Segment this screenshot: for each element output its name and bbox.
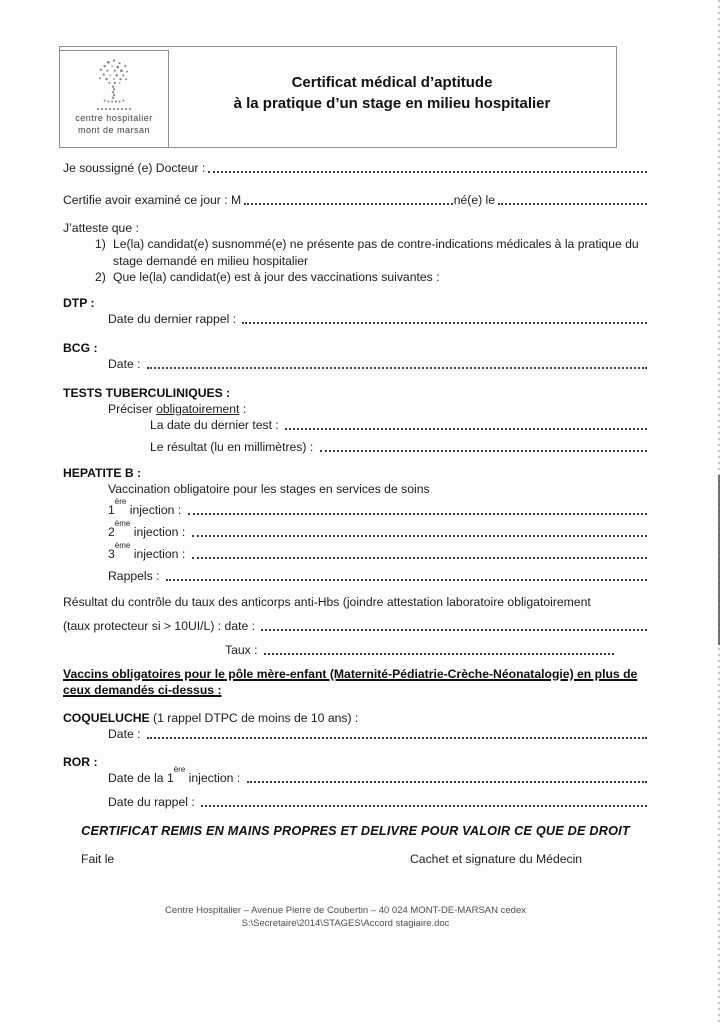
dotted-fill	[208, 171, 647, 173]
injection3-label: 3ème injection :	[108, 541, 189, 561]
delivery-statement: CERTIFICAT REMIS EN MAINS PROPRES ET DELIVRE POUR VALOIR CE QUE DE DROIT	[81, 823, 630, 838]
ror-rappel-label: Date du rappel :	[108, 794, 199, 809]
coqueluche-note: (1 rappel DTPC de moins de 10 ans) :	[149, 710, 359, 725]
antihbs-taux-line	[225, 642, 615, 658]
ordinal-sup: ème	[114, 541, 131, 551]
injection2-line	[108, 519, 648, 540]
tuberculin-section-title: TESTS TUBERCULINIQUES :	[63, 385, 231, 400]
examined-line	[63, 192, 648, 208]
title-line2: à la pratique d’un stage en milieu hospitalier	[233, 95, 551, 112]
rappels-line	[108, 568, 648, 584]
dotted-fill	[201, 805, 647, 807]
doctor-line	[63, 160, 648, 176]
hepatitis-section-title: HEPATITE B :	[63, 465, 142, 480]
scan-artifact-right-edge-dark	[718, 475, 720, 645]
logo-caption-line1: centre hospitalier	[75, 113, 153, 123]
coqueluche-title: COQUELUCHE	[63, 710, 150, 725]
dotted-fill	[247, 781, 647, 783]
dtp-section-title: DTP :	[63, 295, 95, 310]
footer-address: Centre Hospitalier – Avenue Pierre de Coubertin – 40 024 MONT-DE-MARSAN cedex	[165, 904, 526, 916]
bcg-date-label: Date :	[108, 356, 144, 371]
hospital-logo-box	[59, 50, 169, 148]
dotted-fill	[264, 653, 614, 655]
dotted-fill	[166, 579, 647, 581]
doctor-label: Je soussigné (e) Docteur :	[63, 161, 206, 175]
item2-number: 2)	[95, 270, 106, 284]
tuberculin-date-label: La date du dernier test :	[150, 417, 283, 432]
ror-injection-label: Date de la 1ère injection :	[108, 765, 244, 785]
dotted-fill	[192, 557, 647, 559]
precise-underlined: obligatoirement	[156, 401, 240, 416]
logo-microtext-artifact	[97, 108, 131, 110]
injection2-label: 2ème injection :	[108, 519, 189, 539]
item1-number: 1)	[95, 237, 106, 251]
coqueluche-section-title	[63, 710, 648, 726]
logo-caption-line2: mont de marsan	[77, 124, 151, 135]
antihbs-intro-line: Résultat du contrôle du taux des anticorps anti-Hbs (joindre attestation laboratoire obligatoirement	[63, 594, 591, 609]
header-box	[59, 46, 617, 148]
dotted-fill	[242, 322, 647, 324]
examined-label: Certifie avoir examiné ce jour : M	[63, 193, 242, 207]
ordinal-sup: ème	[114, 519, 131, 529]
item1-text: Le(la) candidat(e) susnommé(e) ne présente pas de contre-indications médicales à la pratique du stage demandé en milieu hospitalier	[113, 237, 639, 268]
injection3-line	[108, 541, 648, 562]
precise-prefix: Préciser	[108, 401, 157, 416]
injection1-label: 1ère injection :	[108, 497, 185, 517]
hepatitis-subtitle: Vaccination obligatoire pour les stages en services de soins	[108, 481, 430, 496]
document-content	[0, 46, 724, 930]
page-footer	[53, 904, 638, 930]
pole-heading-line2: ceux demandés ci-dessus :	[63, 683, 222, 697]
tuberculin-date-line	[150, 417, 648, 433]
title-line1: Certificat médical d’aptitude	[291, 74, 493, 91]
attestation-item-2	[63, 269, 648, 286]
item2-text: Que le(la) candidat(e) est à jour des vaccinations suivantes :	[113, 270, 440, 284]
ror-section-title: ROR :	[63, 754, 98, 769]
taux-label: Taux :	[225, 642, 261, 657]
dotted-fill	[147, 737, 647, 739]
ordinal-sup: ère	[114, 497, 127, 507]
document-title	[168, 72, 616, 114]
dotted-fill	[188, 513, 647, 515]
footer-file-path: S:\Secretaire\2014\STAGES\Accord stagiaire.doc	[241, 917, 450, 929]
born-label: né(e) le	[453, 193, 496, 207]
ror-rappel-line	[108, 794, 648, 810]
coqueluche-date-line	[108, 726, 648, 742]
injection1-line	[108, 497, 648, 518]
atteste-line: J’atteste que :	[63, 221, 139, 235]
dotted-fill	[147, 367, 647, 369]
dotted-fill	[261, 629, 647, 631]
bcg-section-title: BCG :	[63, 340, 98, 355]
tuberculin-result-label: Le résultat (lu en millimètres) :	[150, 439, 317, 454]
pole-mere-enfant-heading	[63, 666, 648, 699]
antihbs-date-line	[63, 618, 648, 634]
ror-injection-line	[108, 765, 648, 786]
rappels-label: Rappels :	[108, 568, 163, 583]
signature-row	[63, 852, 648, 868]
antihbs-date-label: (taux protecteur si > 10UI/L) : date :	[63, 618, 259, 633]
dotted-fill	[244, 203, 453, 205]
precise-suffix: :	[239, 401, 247, 416]
hospital-tree-logo-icon	[86, 55, 142, 107]
attestation-item-1	[63, 236, 648, 269]
dotted-fill	[320, 450, 647, 452]
dtp-date-line	[108, 311, 648, 327]
pole-heading-line1: Vaccins obligatoires pour le pôle mère-enfant (Maternité-Pédiatrie-Crèche-Néonatalogie) en plus de	[63, 666, 638, 681]
cachet-signature-label: Cachet et signature du Médecin	[410, 851, 583, 866]
dotted-fill	[285, 428, 647, 430]
tuberculin-result-line	[150, 439, 648, 455]
tuberculin-precise-line	[108, 401, 648, 417]
dotted-fill	[192, 535, 647, 537]
fait-le-label: Fait le	[81, 851, 115, 866]
coqueluche-date-label: Date :	[108, 726, 144, 741]
bcg-date-line	[108, 356, 648, 372]
dotted-fill	[498, 203, 647, 205]
dtp-date-label: Date du dernier rappel :	[108, 311, 240, 326]
ordinal-sup: ère	[173, 765, 186, 775]
